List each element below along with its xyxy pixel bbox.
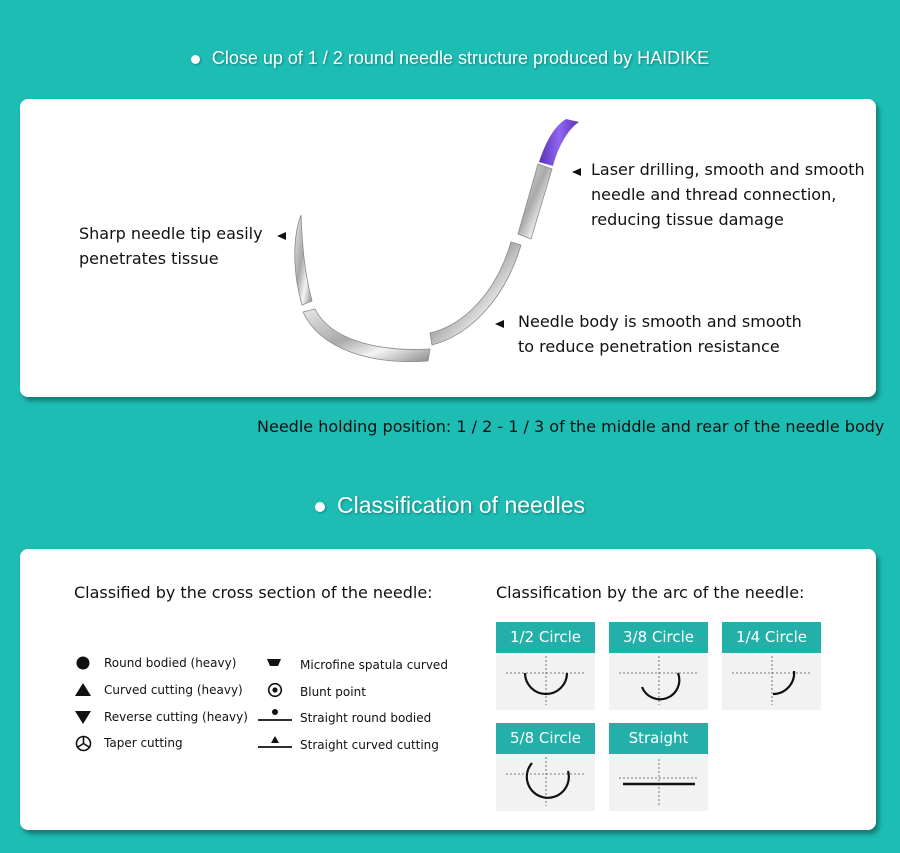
triangle-down-icon [74,709,92,725]
body-arrow-icon [495,320,504,328]
straight-round-icon [258,708,292,722]
straight-diagram [609,754,708,811]
body-callout [518,309,802,359]
needle-structure-panel [20,99,876,397]
drilling-arrow-icon [572,168,581,176]
drilling-callout-line1: Laser drilling, smooth and smooth [591,160,865,179]
drilling-callout [591,157,865,232]
structure-heading-text: Close up of 1 / 2 round needle structure produced by HAIDIKE [211,48,710,68]
three-eighths-circle-diagram [609,653,708,710]
arc-card-quarter-circle [722,622,821,710]
arc-card-three-eighths-circle [609,622,708,710]
bullet-icon [315,502,325,512]
needle-shank-segment [518,164,552,239]
legend-microfine-spatula: Microfine spatula curved [300,658,448,672]
arc-card-label: 1/4 Circle [722,622,821,653]
arc-card-half-circle [496,622,595,710]
drilling-callout-line2: needle and thread connection, [591,185,837,204]
five-eighths-circle-diagram [496,754,595,811]
tip-callout [79,221,263,271]
needle-body-segment [430,242,521,345]
cross-section-title: Classified by the cross section of the needle: [74,583,433,602]
legend-reverse-cutting: Reverse cutting (heavy) [104,710,248,724]
arc-title: Classification by the arc of the needle: [496,583,805,602]
needle-curve-segment [303,309,430,362]
holding-position-text: Needle holding position: 1 / 2 - 1 / 3 of the middle and rear of the needle body [257,417,885,436]
classification-heading-text: Classification of needles [336,492,586,518]
tip-callout-line1: Sharp needle tip easily [79,224,263,243]
blunt-point-icon [267,682,283,698]
body-callout-line1: Needle body is smooth and smooth [518,312,802,331]
legend-curved-cutting: Curved cutting (heavy) [104,683,243,697]
arc-card-label: 1/2 Circle [496,622,595,653]
needle-hub [539,119,579,166]
quarter-circle-diagram [722,653,821,710]
arc-card-straight [609,723,708,811]
arc-card-five-eighths-circle [496,723,595,811]
needle-tip-segment [295,215,312,305]
legend-round-bodied: Round bodied (heavy) [104,656,237,670]
tip-callout-line2: penetrates tissue [79,249,219,268]
arc-card-label: Straight [609,723,708,754]
straight-cutting-icon [258,735,292,749]
tip-arrow-icon [277,232,286,240]
legend-blunt-point: Blunt point [300,685,366,699]
bullet-icon [191,55,200,64]
triangle-up-icon [74,682,92,698]
legend-taper-cutting: Taper cutting [104,736,183,750]
spatula-icon [266,658,282,668]
legend-straight-cutting: Straight curved cutting [300,738,439,752]
structure-heading [0,48,900,69]
half-circle-diagram [496,653,595,710]
drilling-callout-line3: reducing tissue damage [591,210,784,229]
filled-circle-icon [75,655,91,671]
taper-cutting-icon [75,735,92,752]
legend-straight-round: Straight round bodied [300,711,432,725]
classification-heading [0,492,900,519]
body-callout-line2: to reduce penetration resistance [518,337,780,356]
arc-card-label: 5/8 Circle [496,723,595,754]
arc-card-label: 3/8 Circle [609,622,708,653]
